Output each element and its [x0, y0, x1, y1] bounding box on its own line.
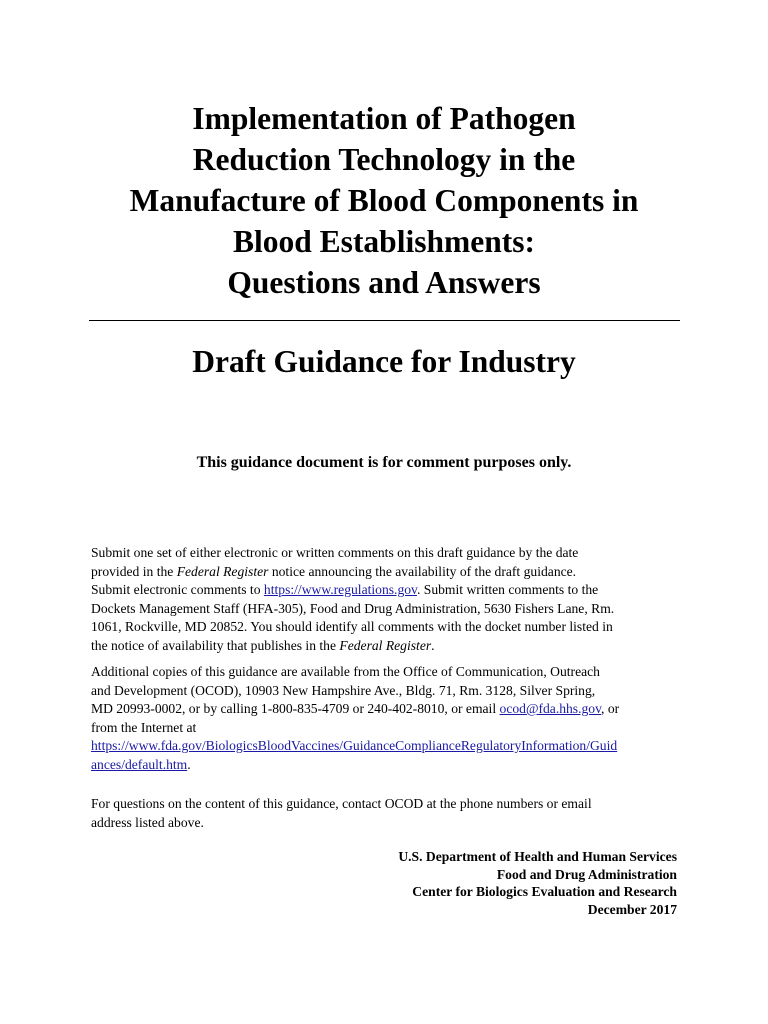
text-fragment: provided in the — [91, 563, 177, 579]
department-name: U.S. Department of Health and Human Services — [398, 849, 677, 864]
text-line — [91, 756, 691, 775]
title-divider — [89, 320, 680, 321]
text-line — [91, 700, 691, 719]
title-line: Reduction Technology in the — [192, 142, 576, 177]
document-title — [40, 98, 728, 303]
submit-comments-paragraph — [91, 544, 691, 655]
text-line: Submit one set of either electronic or written comments on this draft guidance by the date — [91, 545, 579, 560]
text-fragment: . — [187, 756, 191, 772]
comment-purpose-note: This guidance document is for comment purposes only. — [196, 454, 572, 471]
text-line: address listed above. — [91, 814, 204, 830]
title-line: Implementation of Pathogen — [192, 101, 576, 136]
ocod-email-link[interactable]: ocod@fda.hhs.gov — [499, 701, 602, 716]
text-line: Additional copies of this guidance are available from the Office of Communication, Outreach — [91, 664, 600, 679]
text-fragment: the notice of availability that publishes in the — [91, 637, 340, 653]
title-line: Blood Establishments: — [233, 224, 535, 259]
text-fragment: . — [431, 637, 435, 653]
text-fragment: . Submit written comments to the — [416, 582, 599, 597]
text-fragment: notice announcing the availability of the draft guidance. — [268, 563, 577, 579]
fda-guidance-url-link[interactable]: https://www.fda.gov/BiologicsBloodVaccines/GuidanceComplianceRegulatoryInformation/Guid — [91, 738, 618, 753]
document-subtitle: Draft Guidance for Industry — [192, 344, 576, 379]
center-name: Center for Biologics Evaluation and Research — [412, 884, 677, 899]
questions-paragraph — [91, 795, 691, 832]
fda-guidance-url-link[interactable]: ances/default.htm — [91, 756, 188, 772]
text-line: and Development (OCOD), 10903 New Hampshire Ave., Bldg. 71, Rm. 3128, Silver Spring, — [91, 682, 596, 698]
regulations-gov-link[interactable]: https://www.regulations.gov — [263, 582, 417, 597]
additional-copies-paragraph — [91, 663, 691, 774]
text-fragment: Submit electronic comments to — [91, 582, 264, 597]
text-line: For questions on the content of this guidance, contact OCOD at the phone numbers or email — [91, 796, 592, 811]
federal-register-italic: Federal Register — [339, 637, 432, 653]
agency-block — [257, 848, 677, 918]
text-line — [91, 581, 691, 600]
fda-name: Food and Drug Administration — [496, 866, 677, 882]
text-line — [91, 737, 691, 756]
text-line: Dockets Management Staff (HFA-305), Food and Drug Administration, 5630 Fishers Lane, Rm. — [91, 600, 615, 616]
text-line: 1061, Rockville, MD 20852. You should identify all comments with the docket number listed in — [91, 619, 613, 634]
issue-date: December 2017 — [587, 901, 677, 917]
title-line: Manufacture of Blood Components in — [129, 183, 639, 218]
text-line — [91, 563, 691, 582]
text-line — [91, 637, 691, 656]
text-fragment: MD 20993-0002, or by calling 1-800-835-4709 or 240-402-8010, or email — [91, 701, 500, 716]
text-line: from the Internet at — [91, 719, 197, 735]
federal-register-italic: Federal Register — [176, 563, 269, 579]
title-line: Questions and Answers — [227, 265, 541, 300]
text-fragment: , or — [601, 701, 620, 716]
